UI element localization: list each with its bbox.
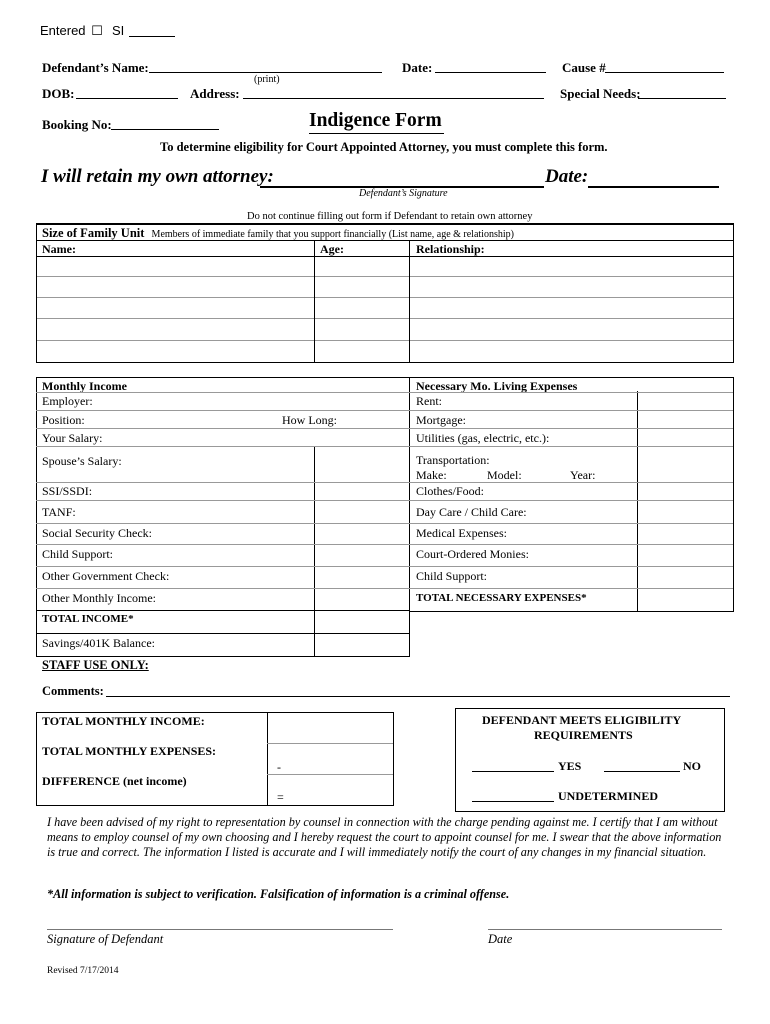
dob-field[interactable]	[76, 98, 178, 99]
mortgage-label: Mortgage:	[416, 413, 466, 427]
finance-subtitle-line	[36, 392, 733, 393]
defendant-name-label: Defendant’s Name:	[42, 60, 149, 75]
revised-date: Revised 7/17/2014	[47, 966, 119, 976]
undetermined-field[interactable]	[472, 801, 554, 802]
transportation-label: Transportation:	[416, 453, 490, 467]
staff-totals-divider	[267, 712, 268, 806]
family-row[interactable]	[36, 276, 734, 277]
family-col-name: Name:	[42, 242, 76, 256]
retain-note: Do not continue filling out form if Defendant to retain own attorney	[247, 211, 533, 222]
signature-date-label: Date	[488, 932, 513, 946]
row-line	[36, 523, 733, 524]
booking-label: Booking No:	[42, 117, 112, 132]
family-col-divider	[409, 240, 410, 362]
cause-field[interactable]	[605, 72, 724, 73]
utilities-label: Utilities (gas, electric, etc.):	[416, 431, 550, 445]
finance-table-top	[36, 377, 734, 378]
date-label: Date:	[402, 60, 433, 75]
family-divider	[36, 240, 734, 241]
print-hint: (print)	[254, 74, 280, 85]
si-label: SI	[112, 23, 125, 38]
row-line	[36, 410, 733, 411]
total-income-label: TOTAL INCOME*	[42, 613, 134, 625]
address-field[interactable]	[243, 98, 544, 99]
row-line	[36, 446, 733, 447]
total-monthly-income-label: TOTAL MONTHLY INCOME:	[42, 714, 205, 728]
savings-label: Savings/401K Balance:	[42, 636, 155, 650]
income-row-label: Other Monthly Income:	[42, 591, 156, 605]
comments-label: Comments:	[42, 684, 104, 698]
row-line	[36, 544, 733, 545]
family-table-left	[36, 223, 37, 362]
date-field[interactable]	[435, 72, 546, 73]
expense-title: Necessary Mo. Living Expenses	[416, 379, 578, 393]
instruction-text: To determine eligibility for Court Appointed Attorney, you must complete this form.	[160, 140, 608, 154]
family-col-relationship: Relationship:	[416, 242, 485, 256]
income-row-label: SSI/SSDI:	[42, 484, 93, 498]
family-title: Size of Family Unit Members of immediate family that you support financially (List name, age & relationship)	[42, 226, 514, 240]
si-field[interactable]	[129, 36, 175, 37]
family-col-age: Age:	[320, 242, 344, 256]
family-row[interactable]	[36, 340, 734, 341]
yes-label: YES	[558, 759, 582, 773]
income-row-label: Child Support:	[42, 547, 114, 561]
family-table-right	[733, 223, 734, 362]
expense-table-bottom	[409, 611, 734, 612]
income-row-label: Other Government Check:	[42, 569, 170, 583]
family-table-bottom	[36, 362, 734, 363]
defendant-name-field[interactable]	[149, 72, 382, 73]
family-table-top	[36, 223, 734, 225]
row-line	[36, 588, 733, 589]
income-title: Monthly Income	[42, 379, 127, 393]
form-title: Indigence Form	[309, 110, 442, 131]
expense-row-label: Clothes/Food:	[416, 484, 485, 498]
family-header-bottom	[36, 256, 734, 257]
staff-use-title: STAFF USE ONLY:	[42, 658, 149, 672]
no-label: NO	[683, 759, 701, 773]
row-line	[36, 633, 410, 634]
family-row[interactable]	[36, 297, 734, 298]
address-label: Address:	[190, 86, 240, 101]
family-subtitle: Members of immediate family that you support financially (List name, age & relationship)	[151, 229, 514, 240]
model-label: Model:	[487, 468, 522, 482]
special-needs-field[interactable]	[638, 98, 726, 99]
difference-label: DIFFERENCE (net income)	[42, 774, 187, 788]
rent-label: Rent:	[416, 394, 442, 408]
family-row[interactable]	[36, 318, 734, 319]
income-expense-divider	[409, 377, 410, 657]
row-line	[36, 566, 733, 567]
income-left-border	[36, 377, 37, 657]
staff-totals-line	[267, 743, 393, 744]
expense-row-label: Day Care / Child Care:	[416, 505, 527, 519]
eligibility-title-2: REQUIREMENTS	[534, 728, 633, 742]
certification-text: I have been advised of my right to representation by counsel in connection with the charge pending against me. I certify that I am without means to employ counsel of my own choosing and I hereby request the court to appoint counsel for me. I swear that the above information is true and correct. The information I listed is accurate and I will immediately notify the court of any changes in my financial situation.	[47, 815, 722, 859]
comments-field[interactable]	[106, 696, 730, 697]
entered-label: Entered ☐	[40, 23, 103, 38]
position-label: Position:	[42, 413, 85, 427]
yes-field[interactable]	[472, 771, 554, 772]
verification-warning: *All information is subject to verification. Falsification of information is a criminal offense.	[47, 887, 510, 901]
eligibility-title: DEFENDANT MEETS ELIGIBILITY	[482, 713, 682, 727]
staff-totals-line	[267, 774, 393, 775]
row-line	[36, 482, 733, 483]
row-line	[36, 500, 733, 501]
dob-label: DOB:	[42, 86, 75, 101]
expense-right-border	[733, 377, 734, 612]
row-line	[36, 428, 733, 429]
expense-amount-divider	[637, 391, 638, 612]
equals-sign: =	[277, 790, 284, 804]
total-monthly-expenses-label: TOTAL MONTHLY EXPENSES:	[42, 744, 217, 758]
income-table-bottom	[36, 656, 410, 657]
income-row-label: Spouse’s Salary:	[42, 454, 122, 468]
signature-caption: Defendant’s Signature	[359, 188, 448, 199]
how-long-label: How Long:	[282, 413, 337, 427]
entered-checkbox[interactable]: ☐	[91, 23, 103, 38]
undetermined-label: UNDETERMINED	[558, 789, 659, 803]
total-expenses-label: TOTAL NECESSARY EXPENSES*	[416, 592, 587, 604]
income-row-label: Social Security Check:	[42, 526, 152, 540]
expense-row-label: Child Support:	[416, 569, 488, 583]
booking-field[interactable]	[111, 129, 219, 130]
signature-defendant-label: Signature of Defendant	[47, 932, 164, 946]
defendant-signature-field[interactable]	[47, 929, 393, 930]
retain-date-label: Date:	[545, 166, 589, 187]
employer-label: Employer:	[42, 394, 93, 408]
minus-sign: -	[277, 760, 281, 774]
no-field[interactable]	[604, 771, 680, 772]
signature-date-field[interactable]	[488, 929, 722, 930]
expense-row-label: Medical Expenses:	[416, 526, 507, 540]
family-col-divider	[314, 240, 315, 362]
cause-label: Cause #	[562, 60, 606, 75]
income-row-label: Your Salary:	[42, 431, 103, 445]
title-underline	[309, 133, 444, 134]
expense-row-label: Court-Ordered Monies:	[416, 547, 529, 561]
income-row-label: TANF:	[42, 505, 76, 519]
special-needs-label: Special Needs:	[560, 86, 641, 101]
make-label: Make:	[416, 468, 447, 482]
year-label: Year:	[570, 468, 596, 482]
income-amount-divider	[314, 446, 315, 657]
retain-statement: I will retain my own attorney:	[41, 166, 274, 187]
retain-date-field[interactable]	[588, 186, 719, 188]
row-line	[36, 610, 410, 611]
